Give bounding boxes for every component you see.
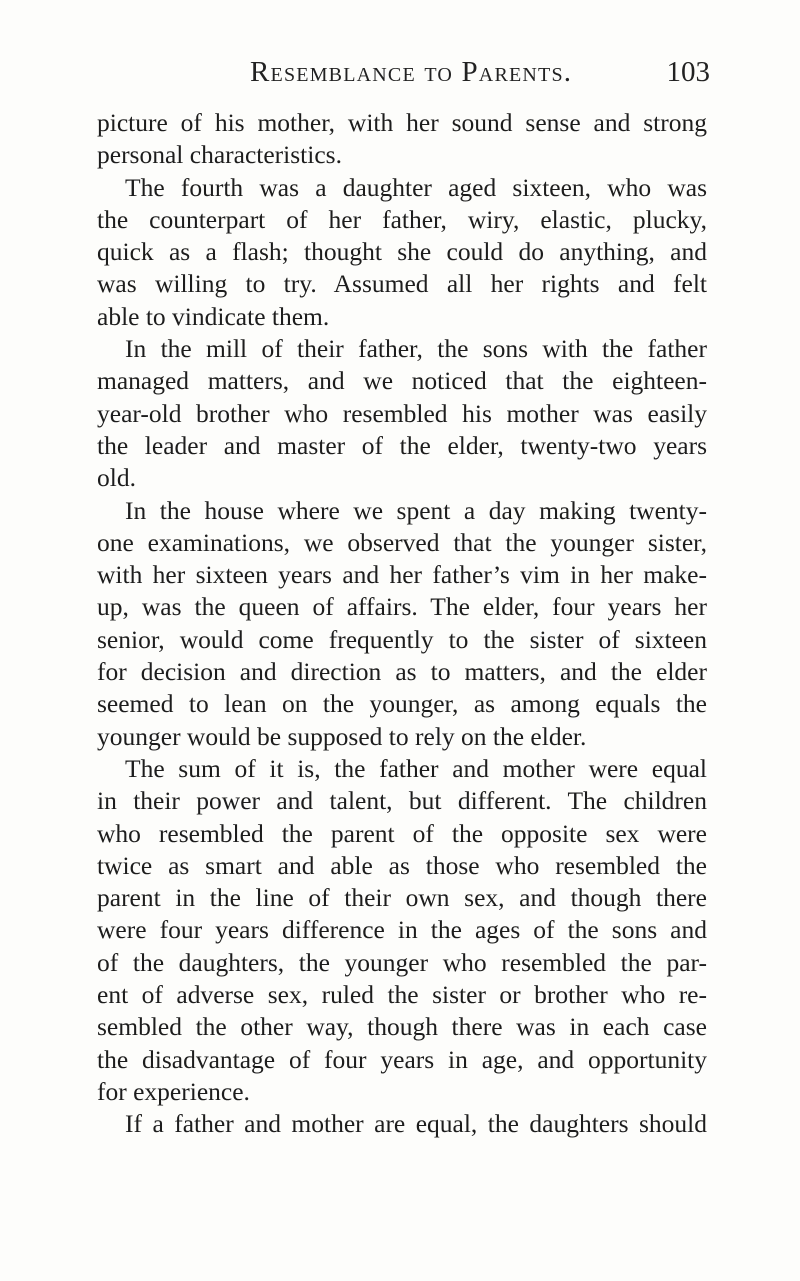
- body-text: [97, 107, 707, 1141]
- text-line-22: in their power and talent, but different. The children: [97, 786, 707, 816]
- text-line-31: for experience.: [97, 1076, 250, 1106]
- running-head: [110, 56, 710, 96]
- running-title: Resemblance to Parents.: [250, 56, 573, 88]
- text-line-21: The sum of it is, the father and mother were equal: [125, 753, 707, 783]
- text-line-32: If a father and mother are equal, the daughters should: [125, 1109, 707, 1139]
- text-line-9: managed matters, and we noticed that the eighteen-: [97, 366, 707, 396]
- page-number: 103: [666, 56, 710, 88]
- text-line-27: of the daughters, the younger who resembled the par-: [97, 947, 707, 977]
- text-line-10: year-old brother who resembled his mother was easily: [97, 398, 707, 428]
- text-line-28: ent of adverse sex, ruled the sister or brother who re-: [97, 980, 707, 1010]
- text-line-26: were four years difference in the ages of the sons and: [97, 915, 707, 945]
- text-line-1: picture of his mother, with her sound sense and strong: [97, 108, 707, 137]
- text-line-17: senior, would come frequently to the sister of sixteen: [97, 624, 707, 654]
- text-line-30: the disadvantage of four years in age, and opportunity: [97, 1044, 707, 1074]
- text-line-29: sembled the other way, though there was in each case: [97, 1012, 707, 1042]
- text-line-15: with her sixteen years and her father’s vim in her make-: [97, 560, 707, 590]
- text-line-23: who resembled the parent of the opposite sex were: [97, 818, 707, 848]
- text-line-19: seemed to lean on the younger, as among equals the: [97, 689, 707, 719]
- text-line-7: able to vindicate them.: [97, 301, 330, 331]
- text-line-4: the counterpart of her father, wiry, elastic, plucky,: [97, 204, 707, 234]
- text-line-2: personal characteristics.: [97, 140, 342, 170]
- text-line-11: the leader and master of the elder, twenty-two years: [97, 430, 707, 460]
- text-line-14: one examinations, we observed that the younger sister,: [97, 527, 707, 557]
- text-line-25: parent in the line of their own sex, and though there: [97, 883, 707, 913]
- text-line-13: In the house where we spent a day making twenty-: [125, 495, 707, 525]
- text-line-24: twice as smart and able as those who resembled the: [97, 850, 707, 880]
- text-line-20: younger would be supposed to rely on the elder.: [97, 721, 587, 751]
- text-line-6: was willing to try. Assumed all her rights and felt: [97, 269, 707, 299]
- text-line-3: The fourth was a daughter aged sixteen, who was: [125, 172, 707, 202]
- text-line-5: quick as a flash; thought she could do anything, and: [97, 237, 707, 267]
- text-line-8: In the mill of their father, the sons with the father: [125, 334, 707, 364]
- text-line-12: old.: [97, 463, 136, 493]
- text-line-16: up, was the queen of affairs. The elder, four years her: [97, 592, 707, 622]
- text-line-18: for decision and direction as to matters, and the elder: [97, 657, 707, 687]
